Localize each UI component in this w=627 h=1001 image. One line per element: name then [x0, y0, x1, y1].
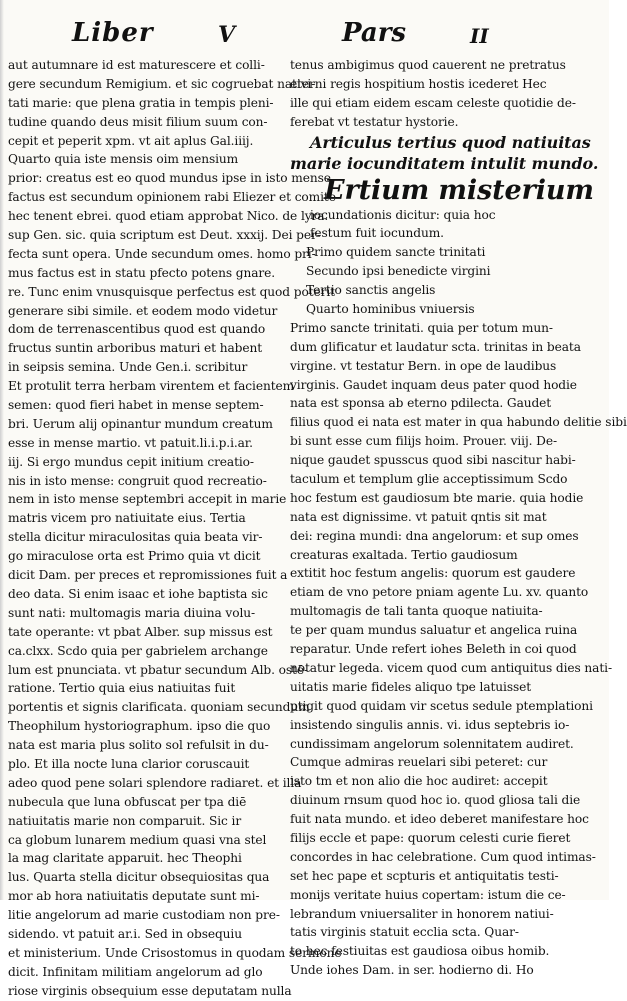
- text-line: cepit et peperit xpm. vt ait aplus Gal.iiij.: [8, 133, 254, 148]
- text-line: iocundationis dicitur: quia hoc: [310, 207, 496, 222]
- text-line: mus factus est in statu pfecto potens gnare.: [8, 265, 276, 280]
- text-line: Quarto quia iste mensis oim mensium: [8, 152, 239, 167]
- text-line: bi sunt esse cum filijs hoim. Prouer. viij. De-: [290, 434, 557, 449]
- text-line: dum glificatur et laudatur scta. trinitas in beata: [290, 339, 581, 354]
- article-heading-line-2: marie iocunditatem intulit mundo.: [290, 153, 599, 173]
- text-line: plo. Et illa nocte luna clarior coruscauit: [8, 756, 250, 771]
- text-line: prior: creatus est eo quod mundus ipse in isto mense: [8, 171, 331, 186]
- list-item: Quarto hominibus vniuersis: [306, 302, 475, 317]
- text-line: monijs veritate huius copertam: istum die ce-: [290, 887, 566, 902]
- section-heading: Ertium misterium: [324, 174, 594, 206]
- right-text-column: [290, 56, 627, 980]
- text-line: sup Gen. sic. quia scriptum est Deut. xxxij. Dei per-: [8, 228, 321, 243]
- text-line: Primo sancte trinitati. quia per totum mun-: [290, 320, 553, 335]
- text-line: fuit nata mundo. et ideo deberet manifestare hoc: [290, 812, 589, 827]
- right-column-continuation: [290, 56, 576, 132]
- text-line: virgine. vt testatur Bern. in ope de laudibus: [290, 358, 557, 373]
- text-line: filijs eccle et pape: quorum celesti curie fieret: [290, 830, 571, 845]
- text-line: ca globum lunarem medium quasi vna stel: [8, 832, 267, 847]
- section-intro: [290, 206, 558, 244]
- text-line: nata est dignissime. vt patuit qntis sit mat: [290, 509, 547, 524]
- enumerated-list: [290, 243, 558, 319]
- text-line: concordes in hac celebratione. Cum quod intimas-: [290, 849, 596, 864]
- text-line: notatur legeda. vicem quod cum antiquitus dies nati-: [290, 660, 612, 675]
- text-line: esse in mense martio. vt patuit.li.i.p.i.ar.: [8, 435, 253, 450]
- running-head-left: Liber: [72, 18, 154, 48]
- text-line: uitatis marie fideles aliquo tpe latuisset: [290, 679, 532, 694]
- running-head-right: Pars: [342, 18, 407, 48]
- text-line: tudine quando deus misit filium suum con-: [8, 114, 268, 129]
- text-line: deo data. Si enim isaac et iohe baptista sic: [8, 586, 268, 601]
- text-line: generare sibi simile. et eodem modo videtur: [8, 303, 278, 318]
- text-line: natiuitatis marie non comparuit. Sic ir: [8, 813, 242, 828]
- text-line: sunt nati: multomagis maria diuina volu-: [8, 605, 256, 620]
- text-line: ille qui etiam eidem escam celeste quotidie de-: [290, 95, 576, 110]
- text-line: tatis virginis statuit ecclia scta. Quar-: [290, 925, 519, 940]
- text-line: insistendo singulis annis. vi. idus septebris io-: [290, 717, 570, 732]
- text-line: dicit. Infinitam militiam angelorum ad glo: [8, 964, 263, 979]
- text-line: dicit Dam. per preces et repromissiones fuit a: [8, 568, 288, 583]
- text-line: creaturas exaltada. Tertio gaudiosum: [290, 547, 518, 562]
- text-line: isto tm et non alio die hoc audiret: accepit: [290, 774, 548, 789]
- text-line: dei: regina mundi: dna angelorum: et sup omes: [290, 528, 579, 543]
- text-line: ferebat vt testatur hystorie.: [290, 114, 459, 129]
- text-line: tate operante: vt pbat Alber. sup missus est: [8, 624, 273, 639]
- text-line: ca.clxx. Scdo quia per gabrielem archange: [8, 643, 268, 658]
- text-line: mor ab hora natiuitatis deputate sunt mi-: [8, 889, 260, 904]
- text-line: portentis et signis clarificata. quoniam secundum: [8, 700, 310, 715]
- page-gutter-shadow: [0, 0, 4, 900]
- text-line: litie angelorum ad marie custodiam non pre-: [8, 908, 280, 923]
- text-line: nata est maria plus solito sol refulsit in du-: [8, 738, 269, 753]
- text-line: hec tenent ebrei. quod etiam approbat Nico. de lyra.: [8, 209, 329, 224]
- text-line: tati marie: que plena gratia in tempis pleni-: [8, 95, 274, 110]
- text-line: matris vicem pro natiuitate eius. Tertia: [8, 511, 246, 526]
- text-line: bri. Uerum alij opinantur mundum creatum: [8, 416, 273, 431]
- text-line: diuinum rnsum quod hoc io. quod gliosa tali die: [290, 793, 581, 808]
- text-line: eterni regis hospitium hostis icederet Hec: [290, 76, 547, 91]
- text-line: ptigit quod quidam vir scetus sedule ptemplationi: [290, 698, 593, 713]
- text-line: cundissimam angelorum solennitatem audiret.: [290, 736, 574, 751]
- text-line: filius quod ei nata est mater in qua habundo delitie sibi: [290, 415, 627, 430]
- text-line: lum est pnunciata. vt pbatur secundum Alb. ostē-: [8, 662, 308, 677]
- text-line: re. Tunc enim vnusquisque perfectus est quod poterit: [8, 284, 335, 299]
- text-line: aut autumnare id est maturescere et colli-: [8, 58, 265, 72]
- text-line: extitit hoc festum angelis: quorum est gaudere: [290, 566, 576, 581]
- text-line: te per quam mundus saluatur et angelica ruina: [290, 623, 578, 638]
- text-line: nis in isto mense: congruit quod recreatio-: [8, 473, 267, 488]
- list-item: Primo quidem sancte trinitati: [306, 245, 486, 260]
- text-line: taculum et templum glie acceptissimum Scdo: [290, 472, 568, 487]
- running-head-part-number: II: [470, 24, 489, 48]
- text-line: set hec pape et scpturis et antiquitatis testi-: [290, 868, 559, 883]
- text-line: Theophilum hystoriographum. ipso die quo: [8, 719, 271, 734]
- text-line: in seipsis semina. Unde Gen.i. scribitur: [8, 360, 248, 375]
- text-line: factus est secundum opinionem rabi Eliezer et comite: [8, 190, 336, 205]
- article-heading-line-1: Articulus tertius quod natiuitas: [310, 132, 591, 152]
- list-item: Tertio sanctis angelis: [306, 283, 436, 298]
- text-line: nem in isto mense septembri accepit in marie: [8, 492, 287, 507]
- text-line: la mag claritate apparuit. hec Theophi: [8, 851, 242, 866]
- text-line: nique gaudet spusscus quod sibi nascitur habi-: [290, 453, 576, 468]
- text-line: go miraculose orta est Primo quia vt dicit: [8, 549, 261, 564]
- left-text-column: [8, 56, 342, 1001]
- list-item: Secundo ipsi benedicte virgini: [306, 264, 491, 279]
- text-line: nata est sponsa ab eterno pdilecta. Gaudet: [290, 396, 552, 411]
- text-line: iij. Si ergo mundus cepit initium creatio-: [8, 454, 254, 469]
- text-line: Cumque admiras reuelari sibi peteret: cur: [290, 755, 548, 770]
- text-line: multomagis de tali tanta quoque natiuita-: [290, 604, 543, 619]
- text-line: riose virginis obsequium esse deputatam nulla: [8, 983, 292, 998]
- text-line: fecta sunt opera. Unde secundum omes. homo pri-: [8, 246, 316, 261]
- text-line: semen: quod fieri habet in mense septem-: [8, 398, 264, 413]
- text-line: sidendo. vt patuit ar.i. Sed in obsequiu: [8, 926, 242, 941]
- text-line: lebrandum vniuersaliter in honorem natiui-: [290, 906, 554, 921]
- text-line: stella dicitur miraculositas quia beata vir-: [8, 530, 263, 545]
- text-line: reparatur. Unde refert iohes Beleth in coi quod: [290, 642, 577, 657]
- text-line: Unde iohes Dam. in ser. hodierno di. Ho: [290, 963, 534, 978]
- text-line: virginis. Gaudet inquam deus pater quod hodie: [290, 377, 577, 392]
- text-line: dom de terrenascentibus quod est quando: [8, 322, 266, 337]
- text-line: adeo quod pene solari splendore radiaret. et illa: [8, 775, 302, 790]
- text-line: hoc festum est gaudiosum bte marie. quia hodie: [290, 490, 584, 505]
- text-line: fructus suntin arboribus maturi et habent: [8, 341, 263, 356]
- text-line: gere secundum Remigium. et sic cogruebat nativi-: [8, 76, 316, 91]
- text-line: et ministerium. Unde Crisostomus in quodam sermone: [8, 945, 342, 960]
- text-line: etiam de vno petore pniam agente Lu. xv. quanto: [290, 585, 589, 600]
- text-line: Et protulit terra herbam virentem et facientem: [8, 379, 295, 394]
- text-line: lus. Quarta stella dicitur obsequiositas qua: [8, 870, 270, 885]
- text-line: to hec festiuitas est gaudiosa oibus homib.: [290, 944, 550, 959]
- text-line: tenus ambigimus quod cauerent ne pretratus: [290, 58, 566, 72]
- right-column-body: [290, 319, 627, 980]
- running-head-book-number: V: [218, 22, 236, 48]
- text-line: nubecula que luna obfuscat per tpa diē: [8, 794, 247, 809]
- text-line: festum fuit iocundum.: [310, 226, 444, 241]
- text-line: ratione. Tertio quia eius natiuitas fuit: [8, 681, 236, 696]
